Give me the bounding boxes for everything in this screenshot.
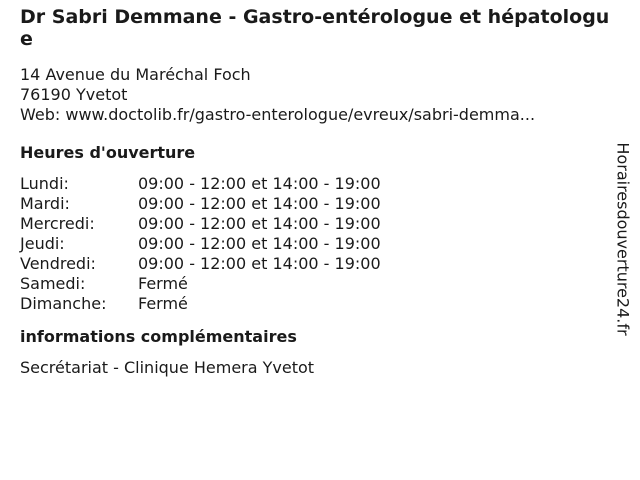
day-label: Mardi: xyxy=(20,194,70,213)
day-hours: 09:00 - 12:00 et 14:00 - 19:00 xyxy=(138,214,381,233)
day-hours: Fermé xyxy=(138,294,188,313)
hours-row-vendredi xyxy=(20,254,632,274)
day-label: Samedi: xyxy=(20,274,86,293)
day-label: Dimanche: xyxy=(20,294,107,313)
hours-row-lundi xyxy=(20,174,632,194)
hours-row-mardi xyxy=(20,194,632,214)
hours-row-mercredi xyxy=(20,214,632,234)
opening-hours-table xyxy=(20,174,632,314)
address-street: 14 Avenue du Maréchal Foch xyxy=(20,65,251,84)
site-watermark: Horairesdouverture24.fr xyxy=(613,142,633,336)
day-hours: 09:00 - 12:00 et 14:00 - 19:00 xyxy=(138,174,381,193)
doctor-name-title: Dr Sabri Demmane - Gastro-entérologue et hépatologue xyxy=(20,6,610,50)
day-label: Vendredi: xyxy=(20,254,96,273)
day-hours: Fermé xyxy=(138,274,188,293)
hours-row-dimanche xyxy=(20,294,632,314)
additional-info-heading: informations complémentaires xyxy=(20,327,297,346)
website-link[interactable]: Web: www.doctolib.fr/gastro-enterologue/evreux/sabri-demma... xyxy=(20,105,536,124)
day-hours: 09:00 - 12:00 et 14:00 - 19:00 xyxy=(138,234,381,253)
opening-hours-heading: Heures d'ouverture xyxy=(20,143,196,162)
day-label: Jeudi: xyxy=(20,234,65,253)
address-city: 76190 Yvetot xyxy=(20,85,128,104)
hours-row-samedi xyxy=(20,274,632,294)
day-hours: 09:00 - 12:00 et 14:00 - 19:00 xyxy=(138,194,381,213)
day-label: Mercredi: xyxy=(20,214,95,233)
day-label: Lundi: xyxy=(20,174,69,193)
hours-row-jeudi xyxy=(20,234,632,254)
additional-info-text: Secrétariat - Clinique Hemera Yvetot xyxy=(20,358,315,377)
address-block xyxy=(20,65,632,125)
day-hours: 09:00 - 12:00 et 14:00 - 19:00 xyxy=(138,254,381,273)
content xyxy=(20,6,632,378)
